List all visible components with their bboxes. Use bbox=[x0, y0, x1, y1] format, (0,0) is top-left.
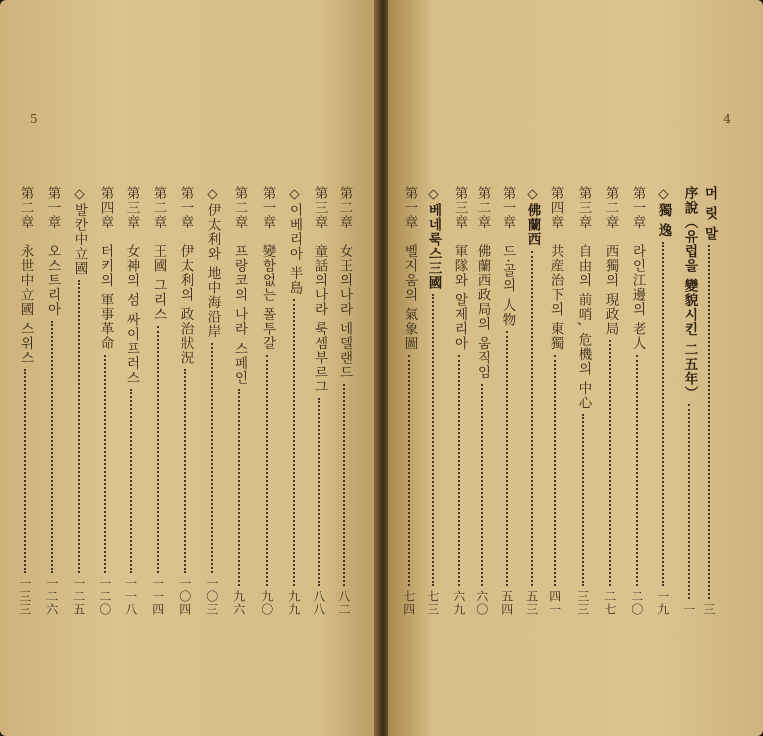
toc-entry-page: 一〇三 bbox=[204, 577, 219, 616]
toc-entry-label: ◇獨 逸 bbox=[655, 186, 672, 238]
toc-entry bbox=[576, 186, 590, 616]
left-page bbox=[0, 0, 378, 736]
toc-entry bbox=[312, 186, 326, 616]
toc-entry bbox=[205, 186, 219, 616]
toc-entry bbox=[124, 186, 138, 616]
dot-leader bbox=[636, 355, 638, 586]
toc-entry bbox=[98, 186, 112, 616]
toc-entry-page: 七三 bbox=[425, 590, 440, 616]
toc-entry-page: 八八 bbox=[311, 590, 326, 616]
toc-entry-page: 四一 bbox=[547, 590, 562, 616]
toc-entry bbox=[287, 186, 301, 616]
toc-entry-label: 第二章 佛蘭西政局의 움직임 bbox=[474, 186, 491, 380]
toc-entry-page: 一三三 bbox=[17, 577, 32, 616]
toc-entry-page: 一二六 bbox=[44, 577, 59, 616]
dot-leader bbox=[554, 355, 556, 586]
toc-entry-page: 一九 bbox=[655, 590, 670, 616]
toc-entry-page: 一〇四 bbox=[177, 577, 192, 616]
dot-leader bbox=[24, 369, 26, 573]
dot-leader bbox=[481, 384, 483, 586]
toc-entry-label: ◇伊太利와 地中海沿岸 bbox=[204, 186, 221, 339]
dot-leader bbox=[157, 326, 159, 573]
toc-entry bbox=[178, 186, 192, 616]
toc-entry-label: 第一章 드·골의 人物 bbox=[499, 186, 516, 328]
toc-entry-page: 一一八 bbox=[123, 577, 138, 616]
toc-entry bbox=[603, 186, 617, 616]
toc-entry-page: 九九 bbox=[286, 590, 301, 616]
toc-entry-page: 九六 bbox=[231, 590, 246, 616]
toc-entry bbox=[337, 186, 351, 616]
toc-entry bbox=[475, 186, 489, 616]
dot-leader bbox=[238, 389, 240, 586]
toc-entry-page: 一一四 bbox=[150, 577, 165, 616]
dot-leader bbox=[531, 251, 533, 587]
toc-entry bbox=[500, 186, 514, 616]
toc-entry bbox=[45, 186, 59, 616]
toc-entry-label: 第一章 벨지움의 氣象圖 bbox=[401, 186, 418, 351]
toc-entry-label: 第三章 軍隊와 알제리아 bbox=[451, 186, 468, 351]
toc-entry bbox=[426, 186, 440, 616]
toc-entry bbox=[260, 186, 274, 616]
toc-entry bbox=[548, 186, 562, 616]
toc-entry-label: 第三章 自由의 前哨, 危機의 中心 bbox=[575, 186, 592, 411]
dot-leader bbox=[408, 355, 410, 586]
toc-entry bbox=[18, 186, 32, 616]
toc-entry-page: 九〇 bbox=[259, 590, 274, 616]
toc-entry-page: 六〇 bbox=[474, 590, 489, 616]
toc-entry bbox=[72, 186, 86, 616]
toc-entry-label: 第二章 西獨의 現政局 bbox=[602, 186, 619, 337]
toc-entry bbox=[232, 186, 246, 616]
toc-entry-label: 第一章 變함없는 폴투갈 bbox=[259, 186, 276, 351]
dot-leader bbox=[266, 355, 268, 586]
toc-entry bbox=[525, 186, 539, 616]
dot-leader bbox=[293, 299, 295, 586]
toc-entry-label: 第二章 永世中立國 스위스 bbox=[17, 186, 34, 366]
toc-entry bbox=[630, 186, 644, 616]
toc-entry-page: 五三 bbox=[524, 590, 539, 616]
toc-entry bbox=[402, 186, 416, 616]
dot-leader bbox=[458, 355, 460, 586]
toc-entry-label: 第三章 女神의 섬 싸이프러스 bbox=[123, 186, 140, 386]
toc-entry-label: 第二章 女王의나라 네델랜드 bbox=[336, 186, 353, 380]
toc-entry-label: 第一章 伊太利의 政治狀況 bbox=[177, 186, 194, 366]
toc-entry bbox=[682, 186, 696, 616]
toc-entry bbox=[702, 186, 716, 616]
dot-leader bbox=[506, 331, 508, 586]
dot-leader bbox=[211, 343, 213, 573]
toc-entry-page: 一 bbox=[681, 603, 696, 616]
toc-entry-label: ◇발칸中立國 bbox=[71, 186, 88, 276]
right-page bbox=[388, 0, 763, 736]
page-number: 5 bbox=[30, 112, 38, 126]
toc-entry-label: ◇佛蘭西 bbox=[524, 186, 541, 247]
toc-entry-label: 第二章 프랑코의 나라 스페인 bbox=[231, 186, 248, 386]
dot-leader bbox=[688, 404, 690, 599]
toc-entry-label: ◇이베리아 半島 bbox=[286, 186, 303, 296]
dot-leader bbox=[104, 355, 106, 573]
toc-entry-label: 第一章 오스트리아 bbox=[44, 186, 61, 317]
toc-entry-page: 一二〇 bbox=[97, 577, 112, 616]
page-number: 4 bbox=[723, 112, 731, 126]
toc-entry-page: 二七 bbox=[602, 590, 617, 616]
dot-leader bbox=[130, 389, 132, 573]
toc-entry-page: 二〇 bbox=[629, 590, 644, 616]
dot-leader bbox=[609, 340, 611, 586]
toc-entry-label: 머 릿 말 bbox=[701, 186, 718, 241]
toc-entry-page: 五四 bbox=[499, 590, 514, 616]
toc-entry-page: 七四 bbox=[401, 590, 416, 616]
toc-entry-label: 序說（유럽을 變貌시킨 二五年） bbox=[681, 186, 698, 401]
toc-entry-page: 六九 bbox=[451, 590, 466, 616]
toc-entry bbox=[656, 186, 670, 616]
dot-leader bbox=[184, 369, 186, 573]
dot-leader bbox=[432, 294, 434, 586]
dot-leader bbox=[78, 280, 80, 574]
dot-leader bbox=[318, 398, 320, 586]
toc-entry bbox=[151, 186, 165, 616]
toc-entry-label: ◇베네룩스三國 bbox=[425, 186, 442, 290]
toc-entry-page: 三 bbox=[701, 603, 716, 616]
toc-entry-page: 一二五 bbox=[71, 577, 86, 616]
dot-leader bbox=[582, 414, 584, 586]
toc-entry-label: 第四章 共産治下의 東獨 bbox=[547, 186, 564, 351]
dot-leader bbox=[51, 321, 53, 574]
toc-entry-label: 第四章 터키의 軍事革命 bbox=[97, 186, 114, 351]
dot-leader bbox=[343, 384, 345, 586]
toc-entry-label: 第二章 王國 그리스 bbox=[150, 186, 167, 322]
toc-entry-page: 八二 bbox=[336, 590, 351, 616]
toc-entry-label: 第一章 라인江邊의 老人 bbox=[629, 186, 646, 351]
toc-entry-page: 三三 bbox=[575, 590, 590, 616]
toc-entry-label: 第三章 童話의나라 룩셈부르그 bbox=[311, 186, 328, 395]
toc-entry bbox=[452, 186, 466, 616]
dot-leader bbox=[662, 242, 664, 586]
dot-leader bbox=[708, 245, 710, 599]
